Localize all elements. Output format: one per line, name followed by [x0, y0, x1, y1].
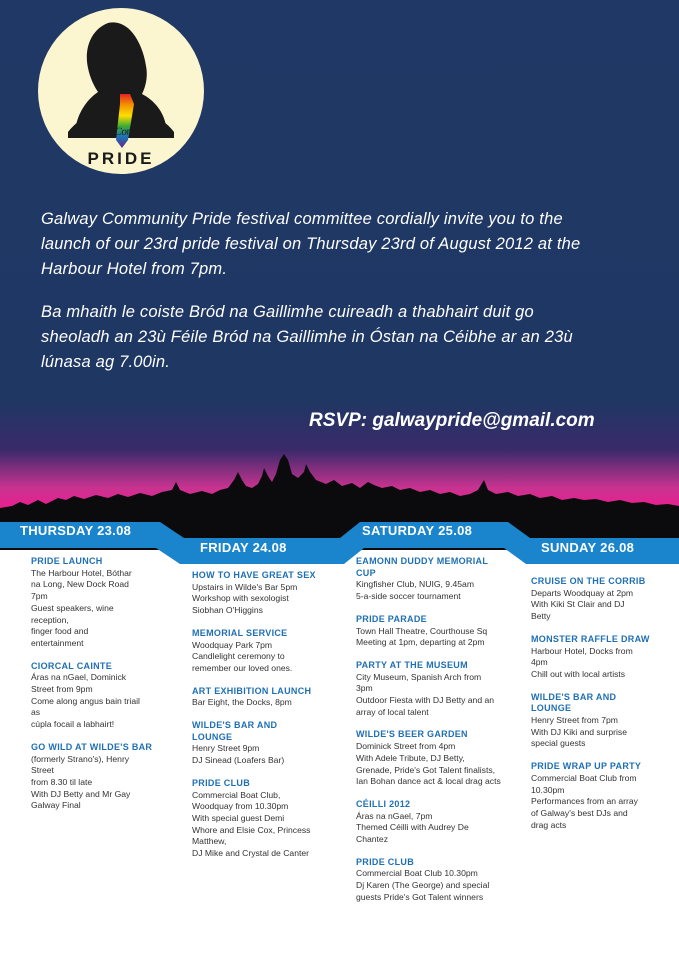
event-detail: Áras na nGael, 7pm: [356, 810, 433, 821]
invitation-english: [41, 207, 651, 282]
event-detail: Commercial Boat Club 10.30pm: [356, 868, 478, 879]
event-detail: Workshop with sexologist: [192, 593, 289, 604]
event-detail: special guests: [531, 738, 586, 749]
event-detail: Commercial Boat Club,: [192, 789, 281, 800]
event-title: WILDE'S BEER GARDEN: [356, 729, 468, 740]
event-item: [192, 570, 342, 617]
event-detail: The Harbour Hotel, Bóthar: [31, 567, 132, 578]
event-title: PRIDE CLUB: [192, 777, 251, 788]
schedule-column-thursday: [31, 556, 171, 823]
invitation-line: lúnasa ag 7.00in.: [41, 353, 171, 371]
event-detail: 7pm: [31, 591, 48, 602]
event-detail: drag acts: [531, 819, 567, 830]
invitation-line: Galway Community Pride festival committee cordially invite you to the: [41, 210, 563, 228]
invitation-line: sheoladh an 23ù Féile Bród na Gaillimhe in Óstan na Céibhe ar an 23ù: [41, 328, 573, 346]
event-title: PRIDE CLUB: [356, 856, 415, 867]
event-detail: Matthew,: [192, 836, 227, 847]
event-item: [356, 556, 526, 603]
event-detail: Departs Woodquay at 2pm: [531, 587, 634, 598]
event-item: [356, 799, 526, 846]
event-title: CRUISE ON THE CORRIB: [531, 576, 646, 586]
event-detail: Galway Final: [31, 800, 81, 811]
event-detail: cúpla focail a labhairt!: [31, 719, 115, 730]
logo-wordmark: PRIDE: [87, 149, 155, 168]
event-detail: array of local talent: [356, 706, 429, 717]
event-detail: Outdoor Fiesta with DJ Betty and an: [356, 695, 495, 706]
invitation-line: launch of our 23rd pride festival on Thursday 23rd of August 2012 at the: [41, 235, 581, 253]
event-detail: Siobhan O'Higgins: [192, 605, 263, 616]
event-item: [531, 634, 671, 681]
event-item: [31, 742, 171, 812]
event-title: CIORCAL CAINTE: [31, 660, 113, 671]
event-detail: Bar Eight, the Docks, 8pm: [192, 697, 292, 708]
event-detail: With DJ Betty and Mr Gay: [31, 788, 131, 799]
event-detail: Street: [31, 765, 54, 776]
event-detail: entertainment: [31, 637, 84, 648]
event-detail: 5-a-side soccer tournament: [356, 591, 461, 602]
event-item: [531, 576, 671, 623]
event-detail: na Long, New Dock Road: [31, 579, 129, 590]
event-detail: Chantez: [356, 834, 389, 845]
event-item: [192, 778, 342, 860]
event-detail: With DJ Kiki and surprise: [531, 726, 627, 737]
event-detail: Henry Street from 7pm: [531, 715, 618, 726]
event-detail: 10.30pm: [531, 784, 565, 795]
day-label-friday: FRIDAY 24.08: [200, 540, 287, 555]
event-item: [31, 556, 171, 650]
event-detail: Guest speakers, wine: [31, 602, 114, 613]
logo-arc-text: Galway Community: [78, 114, 165, 139]
galway-community-pride-logo: [38, 8, 204, 174]
invitation-irish: [41, 300, 651, 375]
invitation-line: Ba mhaith le coiste Bród na Gaillimhe cuireadh a thabhairt duit go: [41, 303, 534, 321]
event-title: PRIDE LAUNCH: [31, 556, 103, 566]
day-label-saturday: SATURDAY 25.08: [362, 523, 473, 538]
event-detail: Grenade, Pride's Got Talent finalists,: [356, 764, 496, 775]
event-detail: Candlelight ceremony to: [192, 651, 285, 662]
event-title: WILDE'S BAR AND LOUNGE: [531, 691, 617, 714]
event-detail: Upstairs in Wilde's Bar 5pm: [192, 581, 298, 592]
event-detail: Dominick Street from 4pm: [356, 741, 456, 752]
event-detail: 4pm: [531, 657, 548, 668]
event-detail: Come along angus bain triail: [31, 695, 140, 706]
event-detail: With Kiki St Clair and DJ: [531, 599, 625, 610]
event-detail: Betty: [531, 611, 551, 622]
schedule-column-saturday: [356, 556, 526, 915]
event-detail: DJ Sinead (Loafers Bar): [192, 755, 285, 766]
event-title: PRIDE PARADE: [356, 613, 427, 624]
event-item: [192, 720, 342, 767]
event-detail: 3pm: [356, 683, 373, 694]
event-detail: as: [31, 707, 41, 718]
event-detail: Commercial Boat Club from: [531, 772, 637, 783]
event-title: CÉILLI 2012: [356, 798, 411, 809]
event-item: [531, 761, 671, 831]
event-item: [31, 661, 171, 731]
event-item: [356, 660, 526, 719]
event-detail: DJ Mike and Crystal de Canter: [192, 848, 310, 859]
event-detail: City Museum, Spanish Arch from: [356, 671, 482, 682]
logo-artwork: [38, 8, 204, 174]
event-detail: Themed Céilli with Audrey De: [356, 822, 469, 833]
event-detail: Whore and Elsie Cox, Princess: [192, 824, 311, 835]
event-detail: Chill out with local artists: [531, 668, 626, 679]
event-detail: Dj Karen (The George) and special: [356, 880, 490, 891]
event-detail: from 8.30 til late: [31, 776, 93, 787]
event-detail: Harbour Hotel, Docks from: [531, 645, 633, 656]
event-detail: With special guest Demi: [192, 812, 285, 823]
event-detail: of Galway's best DJs and: [531, 807, 628, 818]
event-detail: Ian Bohan dance act & local drag acts: [356, 776, 501, 787]
schedule-column-sunday: [531, 576, 671, 842]
event-detail: Meeting at 1pm, departing at 2pm: [356, 637, 485, 648]
event-title: PRIDE WRAP UP PARTY: [531, 761, 642, 772]
event-detail: Kingfisher Club, NUIG, 9.45am: [356, 579, 474, 590]
event-detail: Áras na nGael, Dominick: [31, 672, 127, 683]
event-title: HOW TO HAVE GREAT SEX: [192, 570, 316, 580]
event-detail: Street from 9pm: [31, 684, 93, 695]
event-detail: finger food and: [31, 626, 89, 637]
event-item: [356, 857, 526, 904]
event-item: [192, 686, 342, 709]
event-detail: remember our loved ones.: [192, 662, 293, 673]
event-detail: reception,: [31, 614, 69, 625]
event-detail: Henry Street 9pm: [192, 743, 260, 754]
event-title: PARTY AT THE MUSEUM: [356, 659, 468, 670]
event-title: EAMONN DUDDY MEMORIAL CUP: [356, 556, 489, 578]
event-detail: Woodquay Park 7pm: [192, 639, 273, 650]
day-label-thursday: THURSDAY 23.08: [20, 523, 132, 538]
event-detail: With Adele Tribute, DJ Betty,: [356, 752, 465, 763]
event-title: MEMORIAL SERVICE: [192, 627, 288, 638]
event-detail: guests Pride's Got Talent winners: [356, 891, 484, 902]
day-label-sunday: SUNDAY 26.08: [541, 540, 635, 555]
rsvp-email: RSVP: galwaypride@gmail.com: [309, 410, 595, 431]
event-detail: Performances from an array: [531, 796, 638, 807]
event-item: [356, 729, 526, 788]
event-title: MONSTER RAFFLE DRAW: [531, 633, 650, 644]
event-title: ART EXHIBITION LAUNCH: [192, 685, 312, 696]
event-detail: Town Hall Theatre, Courthouse Sq: [356, 625, 488, 636]
event-item: [356, 614, 526, 649]
event-item: [531, 692, 671, 751]
event-item: [192, 628, 342, 675]
schedule-column-friday: [192, 570, 342, 871]
event-title: WILDE'S BAR AND LOUNGE: [192, 720, 278, 742]
invitation-line: Harbour Hotel from 7pm.: [41, 260, 228, 278]
event-title: GO WILD AT WILDE'S BAR: [31, 741, 153, 752]
event-detail: (formerly Strano's), Henry: [31, 753, 130, 764]
event-detail: Woodquay from 10.30pm: [192, 801, 289, 812]
